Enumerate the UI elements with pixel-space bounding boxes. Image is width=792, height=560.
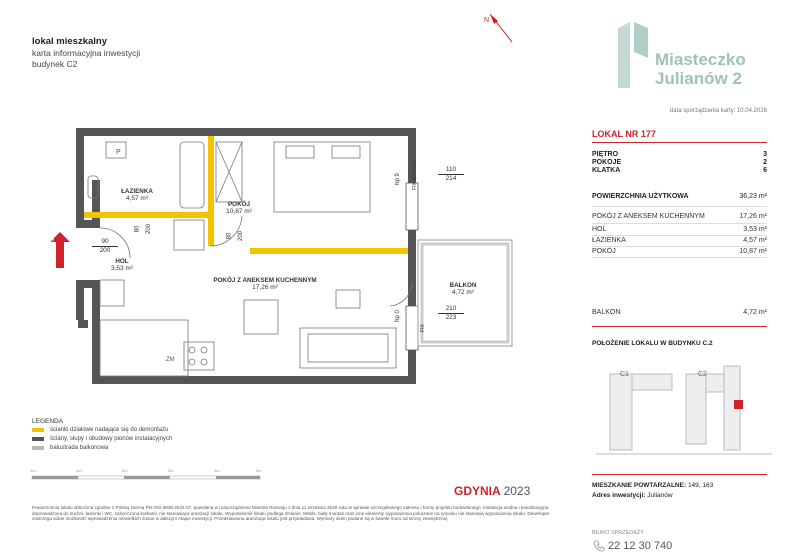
dim-window2: 210 223 xyxy=(438,305,464,322)
lokal-number: LOKAL NR 177 xyxy=(592,129,656,139)
scale-label-4: 4m xyxy=(214,468,220,473)
legend-item: ściany, słupy i obudowy pionów instalacyjnych xyxy=(32,436,172,442)
legend-swatch xyxy=(32,446,44,450)
divider xyxy=(592,142,767,143)
scale-label-5: 5m xyxy=(256,468,262,473)
city-year: GDYNIA 2023 xyxy=(454,484,531,498)
room-hol: HOL 3,53 m² xyxy=(110,258,134,272)
dim-window1: 110 214 xyxy=(438,166,464,183)
room-pokoj: POKÓJ 10,87 m² xyxy=(226,201,252,215)
position-title: POŁOŻENIE LOKALU W BUDYNKU C.2 xyxy=(592,340,713,347)
building-map xyxy=(596,356,772,460)
subtitle-line: karta informacyjna inwestycji xyxy=(32,48,141,58)
detail-klatka: KLATKA 6 xyxy=(592,167,767,174)
logo-icon xyxy=(612,18,660,90)
dim-entry: 90 200 xyxy=(92,238,118,255)
detail-pietro: PIĘTRO 3 xyxy=(592,151,767,158)
phone-number[interactable]: 22 12 30 740 xyxy=(608,540,673,552)
scale-label-3: 3m xyxy=(168,468,174,473)
scale-label-2: 2m xyxy=(122,468,128,473)
zm-label: ZM xyxy=(166,357,175,363)
detail-pokoje: POKOJE 2 xyxy=(592,159,767,166)
room-balkon: BALKON 4,72 m² xyxy=(449,282,477,296)
room-aneks: POKÓJ Z ANEKSEM KUCHENNYM 17,26 m² xyxy=(213,277,317,291)
logo xyxy=(655,50,746,88)
logo-line1: Miasteczko xyxy=(655,50,746,69)
legend-title: LEGENDA xyxy=(32,418,64,425)
room-row: ŁAZIENKA 4,57 m² xyxy=(592,237,767,244)
compass-letter: N xyxy=(484,17,490,24)
p-label: P xyxy=(116,149,121,156)
dim-bath-door-top: 80 xyxy=(134,225,141,233)
building-label-c1: C1 xyxy=(620,371,629,378)
scale-label-1: 1m xyxy=(76,468,82,473)
dim-bath-door-bottom: 200 xyxy=(146,223,153,235)
address: Adres inwestycji: Julianów xyxy=(592,492,673,499)
total-area: POWIERZCHNIA UŻYTKOWA 36,23 m² xyxy=(592,193,767,200)
legend-item: balustrada balkonowa xyxy=(32,445,108,451)
scale-bar xyxy=(30,468,270,482)
legend-item: ścianki działowe nadające się do demontażu xyxy=(32,427,168,433)
fix-label-2: FIX xyxy=(419,324,426,332)
phone-icon xyxy=(593,540,605,552)
dim-room-door-top: 80 xyxy=(226,232,233,240)
logo-line2: Julianów 2 xyxy=(655,69,742,88)
building-line: budynek C2 xyxy=(32,59,78,69)
hp0-label: hp 0 xyxy=(394,310,401,322)
scale-label-0: 0m xyxy=(30,468,36,473)
room-row: POKÓJ 10,87 m² xyxy=(592,248,767,255)
room-row: POKÓJ Z ANEKSEM KUCHENNYM 17,26 m² xyxy=(592,213,767,220)
room-lazienka: ŁAZIENKA 4,57 m² xyxy=(121,188,153,202)
compass-icon xyxy=(478,8,518,48)
similar-flats: MIESZKANIE POWTARZALNE: 149, 163 xyxy=(592,482,714,489)
hp9-label: hp 9 xyxy=(394,173,401,185)
legend-swatch xyxy=(32,437,44,441)
sales-office-label: BIURO SPRZEDAŻY xyxy=(592,530,644,536)
dim-room-door-bottom: 200 xyxy=(238,230,245,242)
room-row: HOL 3,53 m² xyxy=(592,226,767,233)
legend-swatch xyxy=(32,428,44,432)
balcony-row: BALKON 4,72 m² xyxy=(592,309,767,316)
fix-label-1: FIX do h=110 xyxy=(411,160,418,190)
entry-label: WEJŚCIE xyxy=(50,236,57,260)
building-label-c2: C2 xyxy=(698,371,707,378)
date-line: data sporządzenia karty: 10.04.2026 xyxy=(669,108,767,114)
disclaimer-note: Powierzchnia lokalu obliczona zgodnie z Polską Normą PN-ISO 9836:2022-07, powołaną w rozporządzeniu Ministra Rozwoju z dnia 11 września 2020 roku w sprawie szczegółowego zakresu i formy projektu budowlanego. Instalacja wodna i kanalizacyjna doprowadzona do kuchni, łazienki i WC, zakończona korkami, nie stanowiąca aranżacji lokalu. Wyposażenie lokalu podlega zmianie. Meble, biały montaż oraz inne elementy wyposażenia pokazane na rysunku nie stanowią wyposażenia lokalu. Deweloper zastrzega sobie możliwość wprowadzenia niewielkich zmian w dalszym etapie inwestycji. Przedstawiona aranżacja lokalu jest przykładowa. Wymiary okien podane są w świetle muru od strony zewnętrznej. xyxy=(32,505,550,522)
divider xyxy=(592,206,767,207)
page-title: lokal mieszkalny xyxy=(32,36,107,47)
